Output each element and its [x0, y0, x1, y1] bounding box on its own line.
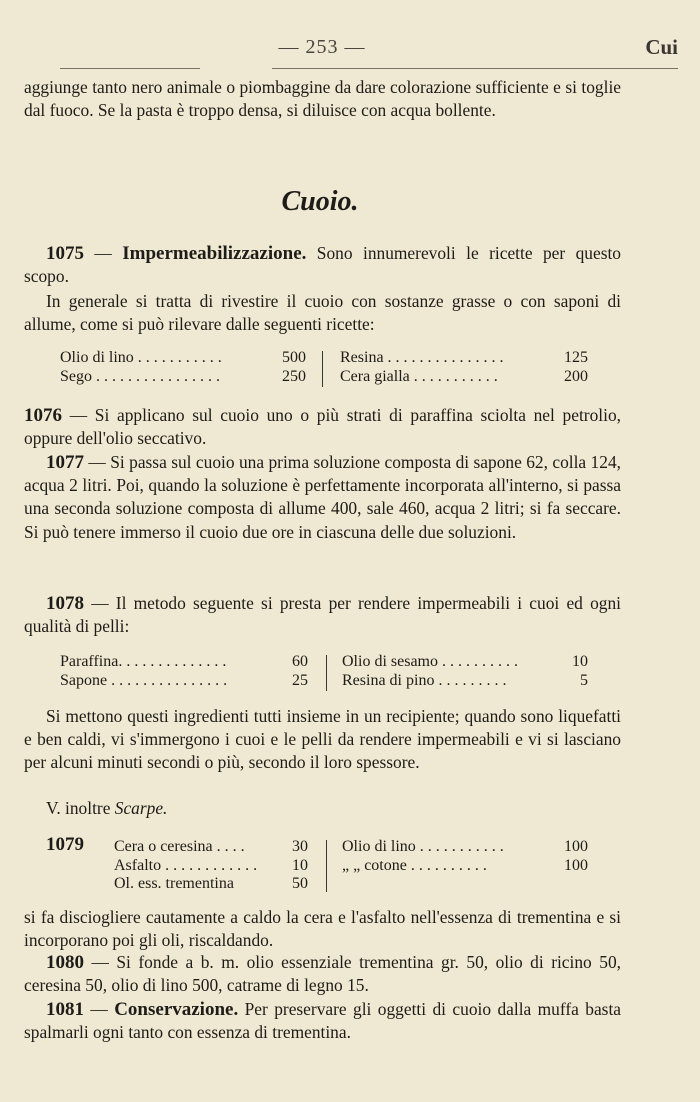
recipe-1075-left: [60, 349, 306, 386]
page-number: — 253 —: [278, 36, 366, 58]
entry-number: 1076: [24, 405, 62, 426]
entry-1076: [24, 404, 621, 450]
entry-number: 1080: [46, 952, 84, 973]
recipe-row: Sego . . . . . . . . . . . . . . . . 250: [60, 367, 306, 385]
entry-1079-continuation: si fa disciogliere cautamente a caldo la cera e l'asfalto nell'essenza di trementina e si incorporano poi gli oli, riscaldando.: [24, 907, 621, 951]
entry-1078-continuation: Si mettono questi ingredienti tutti insieme in un recipiente; quando sono liquefatti e ben caldi, vi s'immergono i cuoi e le pelli da rendere impermeabili e vi si lasciano per alcuni minuti secondi o più, secondo il loro spessore.: [24, 706, 621, 773]
recipe-1079-left: [114, 838, 308, 894]
header-rule: [272, 68, 678, 69]
recipe-row: „ „ cotone . . . . . . . . . . 100: [342, 856, 588, 874]
intro-paragraph: aggiunge tanto nero animale o piombaggine da dare colorazione sufficiente e si toglie dal fuoco. Se la pasta è troppo densa, si diluisce con acqua bollente.: [24, 77, 621, 121]
running-head: Cui: [645, 35, 678, 59]
entry-text: Per preservare gli oggetti di cuoio dalla muffa basta spalmarli ogni tanto con essenza di trementina.: [24, 999, 621, 1043]
entry-1078: [24, 592, 621, 638]
recipe-1075: [60, 349, 590, 389]
recipe-row: Cera o ceresina . . . . 30: [114, 838, 308, 855]
recipe-row: Resina . . . . . . . . . . . . . . . 125: [340, 349, 588, 366]
entry-1075-continuation: In generale si tratta di rivestire il cuoio con sostanze grasse o con saponi di allume, come si può rilevare dalle seguenti ricette:: [24, 291, 621, 335]
cross-reference: Scarpe.: [114, 798, 168, 818]
recipe-divider: [322, 351, 323, 387]
recipe-row: Sapone . . . . . . . . . . . . . . . 25: [60, 671, 308, 689]
entry-text: Sono innumerevoli le ricette per questo scopo.: [24, 243, 621, 287]
entry-text: — Si passa sul cuoio una prima soluzione composta di sapone 62, colla 124, acqua 2 litri. Poi, quando la soluzione è perfettamente incorporata all'interno, si passa una seconda soluzione composta di allume 400, sale 460, acqua 2 litri; si fa seccare. Si può tenere immerso il cuoio due ore in ciascuna delle due soluzioni.: [24, 452, 621, 542]
entry-text: — Si applicano sul cuoio uno o più strati di paraffina sciolta nel petrolio, oppure dell'olio seccativo.: [24, 405, 621, 449]
entry-text: — Il metodo seguente si presta per rendere impermeabili i cuoi ed ogni qualità di pelli:: [24, 593, 621, 637]
entry-1080: [24, 951, 621, 997]
entry-1077: [24, 451, 621, 544]
entry-number-1079: 1079: [46, 834, 84, 855]
entry-number: 1075: [46, 243, 84, 264]
entry-dash: —: [84, 243, 123, 263]
recipe-divider: [326, 840, 327, 892]
recipe-1078: [60, 653, 590, 693]
entry-number: 1078: [46, 593, 84, 614]
recipe-1078-left: [60, 653, 308, 690]
recipe-row: Olio di lino . . . . . . . . . . . 100: [342, 838, 588, 855]
entry-dash: —: [84, 999, 115, 1019]
entry-title: Conservazione.: [114, 999, 239, 1020]
entry-1081: [24, 998, 621, 1044]
recipe-1075-right: [340, 349, 588, 386]
section-title: Cuoio.: [281, 186, 359, 217]
entry-1078-see-also: V. inoltre Scarpe.: [46, 798, 168, 818]
recipe-row: Ol. ess. trementina 50: [114, 875, 308, 892]
recipe-1079-right: [342, 838, 588, 875]
recipe-1078-right: [342, 653, 588, 690]
recipe-row: Olio di lino . . . . . . . . . . . 500: [60, 349, 306, 366]
recipe-row: Cera gialla . . . . . . . . . . . 200: [340, 367, 588, 385]
page-header: [24, 32, 678, 66]
header-rule-left: [60, 68, 200, 69]
entry-number: 1081: [46, 999, 84, 1020]
recipe-row: Olio di sesamo . . . . . . . . . . 10: [342, 653, 588, 670]
entry-1075: [24, 242, 621, 288]
entry-text: — Si fonde a b. m. olio essenziale trementina gr. 50, olio di ricino 50, ceresina 50, olio di lino 500, catrame di legno 15.: [24, 952, 621, 996]
entry-title: Impermeabilizzazione.: [122, 243, 307, 264]
recipe-1079: [114, 838, 594, 894]
recipe-row: Paraffina. . . . . . . . . . . . . . 60: [60, 653, 308, 670]
entry-number: 1077: [46, 452, 84, 473]
recipe-divider: [326, 655, 327, 691]
recipe-row: Resina di pino . . . . . . . . . 5: [342, 671, 588, 689]
recipe-row: Asfalto . . . . . . . . . . . . 10: [114, 856, 308, 874]
